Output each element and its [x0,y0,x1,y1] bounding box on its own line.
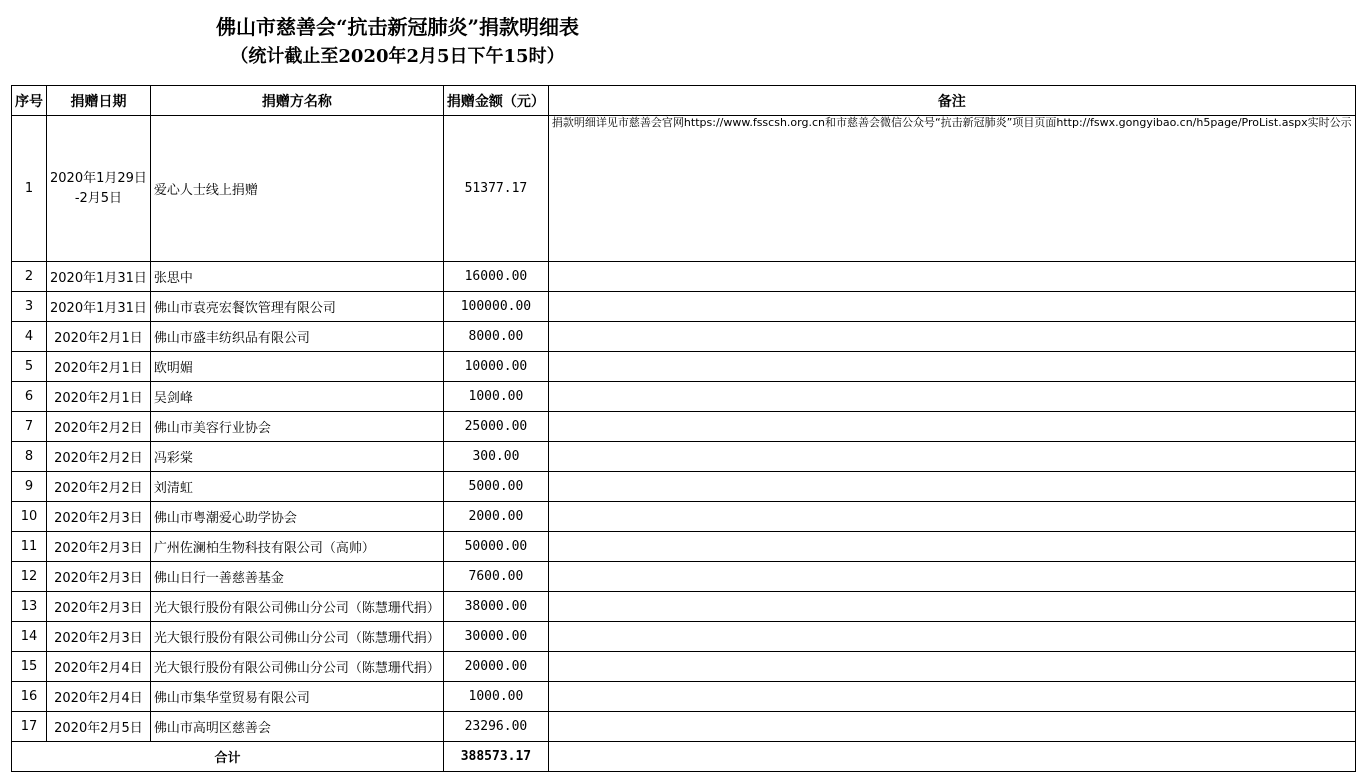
cell-no[interactable]: 11 [12,532,47,562]
cell-note[interactable] [548,712,1355,742]
cell-date[interactable]: 2020年2月4日 [47,682,151,712]
cell-amount[interactable]: 50000.00 [443,532,548,562]
table-row [12,622,1356,652]
cell-note[interactable] [548,262,1355,292]
table-row [12,532,1356,562]
header-no[interactable]: 序号 [12,86,47,116]
cell-amount[interactable]: 1000.00 [443,382,548,412]
cell-no[interactable]: 14 [12,622,47,652]
table-row [12,592,1356,622]
header-row [12,86,1356,116]
table-row [12,502,1356,532]
cell-no[interactable]: 4 [12,322,47,352]
cell-no[interactable]: 12 [12,562,47,592]
donation-table [11,85,1356,772]
cell-no[interactable]: 3 [12,292,47,322]
cell-note[interactable] [548,502,1355,532]
header-amount[interactable]: 捐赠金额（元） [443,86,548,116]
cell-date[interactable]: 2020年2月2日 [47,442,151,472]
cell-note[interactable] [548,292,1355,322]
table-title: 佛山市慈善会“抗击新冠肺炎”捐款明细表 [215,15,579,39]
cell-name[interactable]: 光大银行股份有限公司佛山分公司（陈慧珊代捐） [150,652,443,682]
cell-no[interactable]: 1 [12,116,47,262]
cell-note[interactable] [548,622,1355,652]
cell-amount[interactable]: 25000.00 [443,412,548,442]
cell-date[interactable]: 2020年2月3日 [47,562,151,592]
table-row [12,292,1356,322]
cell-no[interactable]: 2 [12,262,47,292]
cell-note[interactable] [548,412,1355,442]
cell-name[interactable]: 光大银行股份有限公司佛山分公司（陈慧珊代捐） [150,622,443,652]
cell-note[interactable] [548,742,1355,772]
cell-name[interactable]: 欧明媚 [150,352,443,382]
cell-name[interactable]: 佛山市美容行业协会 [150,412,443,442]
cell-amount[interactable]: 38000.00 [443,592,548,622]
cell-date-line: 2020年1月29日 [50,170,147,186]
table-row [12,116,1356,262]
cell-date[interactable]: 2020年2月3日 [47,502,151,532]
cell-amount[interactable]: 51377.17 [443,116,548,262]
cell-note[interactable] [548,442,1355,472]
table-row [12,322,1356,352]
cell-amount[interactable]: 1000.00 [443,682,548,712]
cell-note[interactable] [548,682,1355,712]
cell-no[interactable]: 10 [12,502,47,532]
cell-name[interactable]: 张思中 [150,262,443,292]
cell-name[interactable]: 冯彩棠 [150,442,443,472]
table-row [12,712,1356,742]
table-row [12,562,1356,592]
cell-amount[interactable]: 100000.00 [443,292,548,322]
cell-name[interactable]: 爱心人士线上捐赠 [150,116,443,262]
cell-note[interactable]: 捐款明细详见市慈善会官网https://www.fsscsh.org.cn和市慈善会微信公众号“抗击新冠肺炎”项目页面http://fswx.gongyibao.cn/h5page/ProList.aspx实时公示 [548,116,1355,262]
cell-note[interactable] [548,592,1355,622]
cell-date-line: -2月5日 [74,190,123,206]
header-note[interactable]: 备注 [548,86,1355,116]
table-row [12,652,1356,682]
cell-date[interactable]: 2020年2月1日 [47,322,151,352]
cell-note[interactable] [548,532,1355,562]
table-row [12,472,1356,502]
cell-date[interactable]: 2020年1月31日 [47,262,151,292]
cell-amount[interactable]: 2000.00 [443,502,548,532]
cell-no[interactable]: 17 [12,712,47,742]
cell-name[interactable]: 佛山市袁亮宏餐饮管理有限公司 [150,292,443,322]
cell-note[interactable] [548,562,1355,592]
cell-no[interactable]: 6 [12,382,47,412]
cell-name[interactable]: 光大银行股份有限公司佛山分公司（陈慧珊代捐） [150,592,443,622]
cell-date[interactable]: 2020年2月3日 [47,532,151,562]
cell-amount[interactable]: 7600.00 [443,562,548,592]
cell-name[interactable]: 刘清虹 [150,472,443,502]
cell-amount[interactable]: 30000.00 [443,622,548,652]
cell-amount[interactable]: 300.00 [443,442,548,472]
cell-no[interactable]: 8 [12,442,47,472]
total-row [12,742,1356,772]
cell-amount[interactable]: 23296.00 [443,712,548,742]
cell-amount[interactable]: 16000.00 [443,262,548,292]
header-name[interactable]: 捐赠方名称 [150,86,443,116]
cell-no[interactable]: 13 [12,592,47,622]
table-row [12,442,1356,472]
cell-name[interactable]: 佛山市盛丰纺织品有限公司 [150,322,443,352]
cell-date[interactable]: 2020年2月1日 [47,382,151,412]
table-row [12,412,1356,442]
header-date[interactable]: 捐赠日期 [47,86,151,116]
cell-amount[interactable]: 20000.00 [443,652,548,682]
total-amount[interactable]: 388573.17 [443,742,548,772]
cell-name[interactable]: 广州佐澜柏生物科技有限公司（高帅） [150,532,443,562]
cell-note[interactable] [548,352,1355,382]
cell-note[interactable] [548,472,1355,502]
cell-date[interactable]: 2020年1月31日 [47,292,151,322]
cell-note[interactable] [548,322,1355,352]
cell-no[interactable]: 7 [12,412,47,442]
cell-note[interactable] [548,382,1355,412]
cell-name[interactable]: 吴剑峰 [150,382,443,412]
table-subtitle: （统计截止至2020年2月5日下午15时） [230,46,565,67]
cell-no[interactable]: 5 [12,352,47,382]
cell-date[interactable]: 2020年2月4日 [47,652,151,682]
cell-amount[interactable]: 5000.00 [443,472,548,502]
cell-date[interactable]: 2020年2月5日 [47,712,151,742]
cell-date[interactable]: 2020年2月3日 [47,622,151,652]
cell-date[interactable]: 2020年2月2日 [47,412,151,442]
cell-name[interactable]: 佛山日行一善慈善基金 [150,562,443,592]
cell-date[interactable]: 2020年2月3日 [47,592,151,622]
table-row [12,352,1356,382]
cell-amount[interactable]: 8000.00 [443,322,548,352]
table-row [12,682,1356,712]
cell-name[interactable]: 佛山市高明区慈善会 [150,712,443,742]
total-label[interactable]: 合计 [12,742,444,772]
cell-name[interactable]: 佛山市集华堂贸易有限公司 [150,682,443,712]
table-row [12,262,1356,292]
cell-note[interactable] [548,652,1355,682]
cell-amount[interactable]: 10000.00 [443,352,548,382]
cell-name[interactable]: 佛山市粤潮爱心助学协会 [150,502,443,532]
cell-date[interactable]: 2020年2月1日 [47,352,151,382]
cell-date[interactable]: 2020年2月2日 [47,472,151,502]
cell-date[interactable] [47,116,151,262]
cell-no[interactable]: 15 [12,652,47,682]
cell-no[interactable]: 9 [12,472,47,502]
table-row [12,382,1356,412]
cell-no[interactable]: 16 [12,682,47,712]
